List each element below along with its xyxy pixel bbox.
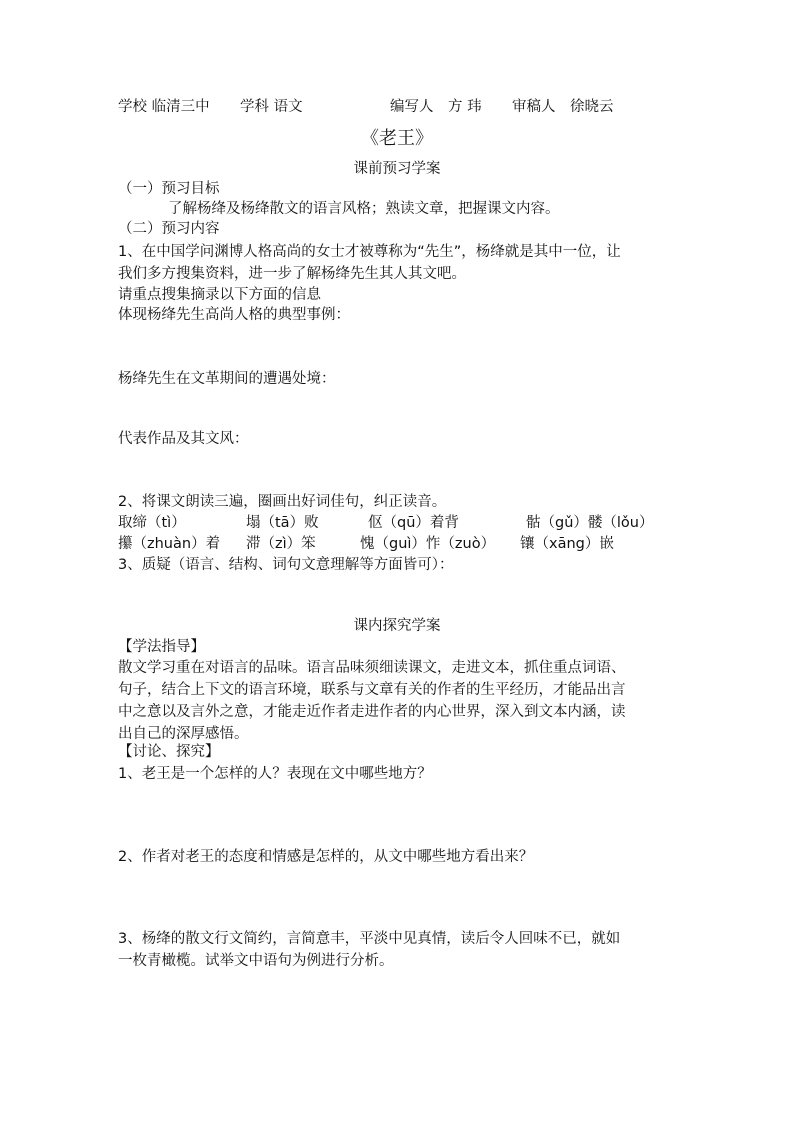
pron-1-2: 塌（tā）败 bbox=[246, 515, 319, 531]
goal-label: （一）预习目标 bbox=[118, 181, 220, 197]
inclass-heading: 课内探究学案 bbox=[353, 618, 441, 634]
method-line-4: 出自己的深厚感悟。 bbox=[118, 726, 249, 742]
pronunciation-row-1 bbox=[0, 514, 794, 533]
discuss-label: 【讨论、探究】 bbox=[118, 744, 220, 760]
item2: 2、将课文朗读三遍，圈画出好词佳句，纠正读音。 bbox=[118, 494, 447, 510]
question-works: 代表作品及其文风： bbox=[118, 431, 249, 447]
pron-2-4: 镶（xāng）嵌 bbox=[520, 536, 614, 552]
header-subject: 学科 语文 bbox=[240, 99, 303, 115]
discussion-q1: 1、老王是一个怎样的人？表现在文中哪些地方？ bbox=[118, 766, 432, 782]
method-label: 【学法指导】 bbox=[118, 639, 205, 655]
item3: 3、质疑（语言、结构、词句文意理解等方面皆可）： bbox=[118, 557, 454, 573]
method-line-2: 句子，结合上下文的语言环境，联系与文章有关的作者的生平经历，才能品出言 bbox=[118, 682, 626, 698]
header-school: 学校 临清三中 bbox=[118, 99, 210, 115]
header-author: 编写人 方 玮 bbox=[390, 99, 482, 115]
method-line-1: 散文学习重在对语言的品味。语言品味须细读课文，走进文本，抓住重点词语、 bbox=[118, 660, 626, 676]
question-experience: 杨绛先生在文革期间的遭遇处境： bbox=[118, 371, 336, 387]
discussion-q3-line2: 一枚青橄榄。试举文中语句为例进行分析。 bbox=[118, 953, 394, 969]
document-header bbox=[0, 98, 794, 117]
collect-hint: 请重点搜集摘录以下方面的信息 bbox=[118, 287, 321, 303]
discussion-q2: 2、作者对老王的态度和情感是怎样的，从文中哪些地方看出来？ bbox=[118, 849, 534, 865]
pron-2-2: 滞（zì）笨 bbox=[246, 536, 316, 552]
pron-1-4: 骷（gǔ）髅（lǒu） bbox=[526, 515, 654, 531]
method-line-3: 中之意以及言外之意，才能走近作者走进作者的内心世界，深入到文本内涵，读 bbox=[118, 704, 626, 720]
page-title: 《老王》 bbox=[361, 128, 433, 149]
header-reviewer: 审稿人 徐晓云 bbox=[512, 99, 614, 115]
preview-heading: 课前预习学案 bbox=[353, 161, 441, 177]
content-label: （二）预习内容 bbox=[118, 221, 220, 237]
pron-2-1: 攥（zhuàn）着 bbox=[118, 536, 221, 552]
pronunciation-row-2 bbox=[0, 535, 794, 554]
question-personality: 体现杨绛先生高尚人格的典型事例： bbox=[118, 307, 350, 323]
goal-text: 了解杨绛及杨绛散文的语言风格；熟读文章，把握课文内容。 bbox=[168, 201, 560, 217]
pron-1-1: 取缔（tì） bbox=[118, 515, 186, 531]
pron-2-3: 愧（guì）怍（zuò） bbox=[360, 536, 496, 552]
item1-line1: 1、在中国学问渊博人格高尚的女士才被尊称为“先生”，杨绛就是其中一位，让 bbox=[118, 244, 621, 260]
item1-line2: 我们多方搜集资料，进一步了解杨绛先生其人其文吧。 bbox=[118, 266, 466, 282]
discussion-q3-line1: 3、杨绛的散文行文简约，言简意丰，平淡中见真情，读后令人回味不已，就如 bbox=[118, 931, 621, 947]
pron-1-3: 伛（qū）着背 bbox=[368, 515, 459, 531]
